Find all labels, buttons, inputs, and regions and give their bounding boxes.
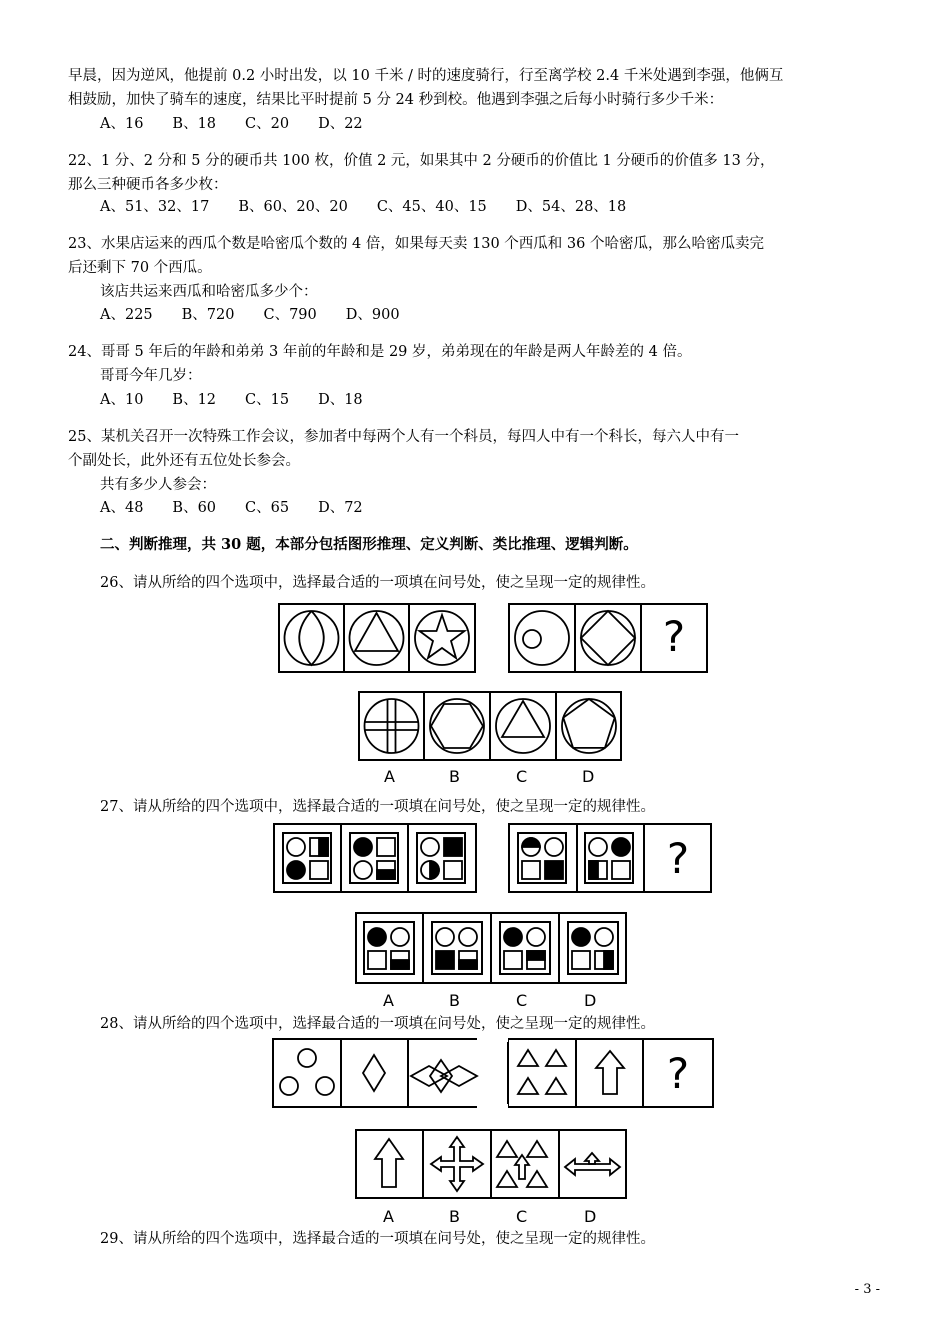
q27-label-b: B [449,991,460,1010]
q21-options: A、16 B、18 C、20 D、22 [100,116,363,132]
q28-label-c: C [516,1207,528,1226]
q24-text-line1: 24、哥哥 5 年后的年龄和弟弟 3 年前的年龄和是 29 岁，弟弟现在的年龄是两人年龄差的 4 倍。 [68,344,692,360]
q27-label-d: D [584,991,597,1010]
q28-text: 28、请从所给的四个选项中，选择最合适的一项填在问号处，使之呈现一定的规律性。 [100,1016,655,1032]
q24-options: A、10 B、12 C、15 D、18 [100,392,363,408]
q28-question-mark: ? [666,1049,690,1098]
q28-label-b: B [449,1207,460,1226]
q27-label-a: A [383,991,394,1010]
page-number: - 3 - [854,1282,880,1297]
q29-text: 29、请从所给的四个选项中，选择最合适的一项填在问号处，使之呈现一定的规律性。 [100,1231,655,1247]
q25-text-line1: 25、某机关召开一次特殊工作会议，参加者中每两个人有一个科员，每四人中有一个科长，每六人中有一 [68,429,739,445]
q22-options: A、51、32、17 B、60、20、20 C、45、40、15 D、54、28、18 [100,199,627,215]
q27-question-figure [273,823,713,893]
q26-label-c: C [516,767,528,786]
q26-label-a: A [384,767,395,786]
q25-text-line2: 个副处长，此外还有五位处长参会。 [68,453,300,469]
q27-label-c: C [516,991,528,1010]
q23-options: A、225 B、720 C、790 D、900 [100,307,400,323]
q28-label-a: A [383,1207,394,1226]
q25-options: A、48 B、60 C、65 D、72 [100,500,363,516]
q22-text-line2: 那么三种硬币各多少枚： [68,177,228,193]
q27-text: 27、请从所给的四个选项中，选择最合适的一项填在问号处，使之呈现一定的规律性。 [100,799,655,815]
q21-text-line2: 相鼓励，加快了骑车的速度，结果比平时提前 5 分 24 秒到校。他遇到李强之后每小时骑行多少千米： [68,92,724,108]
q28-question-figure [272,1038,714,1108]
q28-options-figure [355,1129,627,1199]
q26-options-figure [358,691,622,761]
q28-label-d: D [584,1207,597,1226]
q26-label-d: D [582,767,595,786]
q23-text-line2: 后还剩下 70 个西瓜。 [68,260,212,276]
q26-question-figure [278,603,708,673]
q26-text: 26、请从所给的四个选项中，选择最合适的一项填在问号处，使之呈现一定的规律性。 [100,575,655,591]
q26-label-b: B [449,767,460,786]
q25-question: 共有多少人参会： [100,477,216,493]
q21-text-line1: 早晨，因为逆风，他提前 0.2 小时出发，以 10 千米 / 时的速度骑行，行至离学校 2.4 千米处遇到李强，他俩互 [68,68,784,84]
q23-question: 该店共运来西瓜和哈密瓜多少个： [100,284,318,300]
q27-options-figure [355,912,627,984]
q26-question-mark: ? [662,612,686,661]
q23-text-line1: 23、水果店运来的西瓜个数是哈密瓜个数的 4 倍，如果每天卖 130 个西瓜和 36 个哈密瓜，那么哈密瓜卖完 [68,236,764,252]
q27-question-mark: ? [666,834,690,883]
section-2-heading: 二、判断推理，共 30 题，本部分包括图形推理、定义判断、类比推理、逻辑判断。 [100,536,638,553]
q24-question: 哥哥今年几岁： [100,368,202,384]
q22-text-line1: 22、1 分、2 分和 5 分的硬币共 100 枚，价值 2 元，如果其中 2 分硬币的价值比 1 分硬币的价值多 13 分， [68,153,775,169]
